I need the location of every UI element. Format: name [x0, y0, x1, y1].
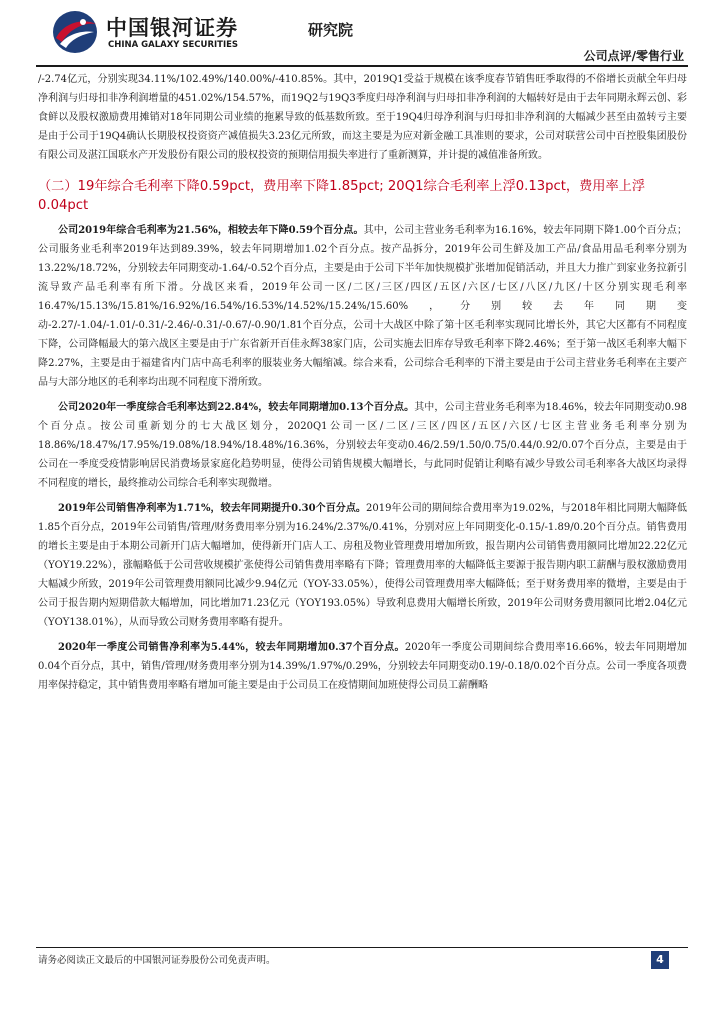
- paragraph-2020q1-gross-margin: [38, 398, 687, 493]
- footer-divider: [36, 947, 688, 948]
- footer-disclaimer: 请务必阅读正文最后的中国银河证券股份公司免责声明。: [38, 955, 276, 966]
- paragraph-2019-gross-margin: [38, 221, 687, 392]
- paragraph-lead: 2019年公司销售净利率为1.71%，较去年同期提升0.30个百分点。: [58, 503, 367, 514]
- paragraph-lead: 公司2020年一季度综合毛利率达到22.84%，较去年同期增加0.13个百分点。: [58, 402, 415, 413]
- page-number: 4: [651, 951, 669, 969]
- report-body: [38, 70, 687, 695]
- paragraph-2020q1-net-margin: [38, 638, 687, 695]
- paragraph-lead: 公司2019年综合毛利率为21.56%，相较去年下降0.59个百分点。: [58, 225, 364, 236]
- report-type-label: 公司点评/零售行业: [583, 49, 684, 63]
- header-divider: [36, 65, 688, 67]
- paragraph-text: 其中，公司主营业务毛利率为18.46%，较去年同期变动0.98个百分点。按公司重新划分的七大战区划分，2020Q1公司一区/二区/三区/四区/五区/六区/七区主营业务毛利率分别为18.86%/18.47%/17.95%/19.08%/18.94%/18.48%/16.36%，分别较去年变动0.46/2.59/1.50/0.75/0.44/0.92/0.07个百分点，主要是由于公司在一季度受疫情影响居民消费场景家庭化趋势明显，使得公司销售规模大幅增长，与此同时促销让利略有减少导致公司毛利率各大战区均录得不同程度的增长，最终推动公司综合毛利率实现微增。: [38, 402, 687, 489]
- galaxy-logo-icon: [50, 8, 100, 56]
- research-institute-label: 研究院: [308, 21, 354, 39]
- page-header: [0, 0, 724, 66]
- paragraph-2019-net-margin: [38, 499, 687, 632]
- paragraph-profit-breakdown: /-2.74亿元，分别实现34.11%/102.49%/140.00%/-410.85%。其中，2019Q1受益于规模在该季度春节销售旺季取得的不俗增长贡献全年归母净利润与归母扣非净利润增量的451.02%/154.57%，而19Q2与19Q3季度归母净利润与归母扣非净利润的大幅转好是由于去年同期永辉云创、彩食鲜以及股权激励费用摊销对18年同期公司业绩的拖累导致的低基数所致。至于19Q4归母净利润与归母扣非净利润的大幅减少甚至由盈转亏主要是由于公司于19Q4确认长期股权投资资产减值损失3.23亿元所致，而这主要是为应对新金融工具准则的要求，公司对联营公司中百控股集团股份有限公司及湛江国联水产开发股份有限公司的股权投资的预期信用损失率进行了重新测算，并计提的减值准备所致。: [38, 74, 687, 161]
- company-logo: [50, 8, 380, 56]
- section-heading-margins: （二）19年综合毛利率下降0.59pct，费用率下降1.85pct; 20Q1综合毛利率上浮0.13pct，费用率上浮0.04pct: [38, 179, 646, 213]
- logo-chinese-name: 中国银河证券: [106, 16, 238, 40]
- logo-english-name: CHINA GALAXY SECURITIES: [108, 40, 239, 50]
- paragraph-text: 其中，公司主营业务毛利率为16.16%，较去年同期下降1.00个百分点；公司服务业毛利率2019年达到89.39%，较去年同期增加1.02个百分点。按产品拆分，2019年公司生鲜及加工产品/食品用品毛利率分别为13.22%/18.72%，分别较去年同期变动-1.64/-0.52个百分点，主要是由于公司下半年加快规模扩张增加促销活动，并且大力推广到家业务拉新引流导致产品毛利率有所下滑。分战区来看，2019年公司一区/二区/三区/四区/五区/六区/七区/八区/九区/十区分别实现毛利率16.47%/15.13%/15.81%/16.92%/16.54%/16.53%/14.52%/15.24%/15.60%，分别较去年同期变动-2.27/-1.04/-1.01/-0.31/-2.46/-0.31/-0.67/-0.90/1.81个百分点，公司十大战区中除了第十区毛利率实现同比增长外，其它大区都有不同程度下降，公司降幅最大的第六战区主要是由于广东省新开百佳永辉38家门店，公司实施去旧库存导致毛利率下降2.46%；至于第一战区毛利率大幅下降2.27%，主要是由于福建省内门店中高毛利率的服装业务大幅缩减。综合来看，公司综合毛利率的下滑主要是由于公司主营业务毛利率在主要产品与大部分地区的毛利率均出现不同程度下滑所致。: [38, 225, 687, 388]
- paragraph-lead: 2020年一季度公司销售净利率为5.44%，较去年同期增加0.37个百分点。: [58, 642, 405, 653]
- paragraph-text: 2019年公司的期间综合费用率为19.02%，与2018年相比同期大幅降低1.85个百分点，2019年公司销售/管理/财务费用率分别为16.24%/2.37%/0.41%，分别对应上年同期变化-0.15/-1.89/0.20个百分点。销售费用的增长主要是由于本期公司新开门店大幅增加，使得新开门店人工、房租及物业管理费用增加所致，报告期内公司销售费用额同比增加22.22亿元（YOY19.22%），涨幅略低于公司营收规模扩张使得公司销售费用率略有下降；管理费用率的大幅降低主要源于报告期内职工薪酬与股权激励费用大幅减少所致，2019年公司管理费用额同比减少9.94亿元（YOY-33.05%），使得公司管理费用率大幅降低；至于财务费用率的微增，主要是由于公司于报告期内短期借款大幅增加，同比增加71.23亿元（YOY193.05%）导致利息费用大幅增长所致，2019年公司财务费用额同比增2.04亿元（YOY138.01%），从而导致公司财务费用率略有提升。: [38, 503, 688, 628]
- paragraph-text: 2020年一季度公司期间综合费用率16.66%，较去年同期增加0.04个百分点，其中，销售/管理/财务费用率分别为14.39%/1.97%/0.29%，分别较去年同期变动0.19/-0.18/0.02个百分点。公司一季度各项费用率保持稳定，其中销售费用率略有增加可能主要是由于公司员工在疫情期间加班使得公司员工薪酬略: [38, 642, 687, 691]
